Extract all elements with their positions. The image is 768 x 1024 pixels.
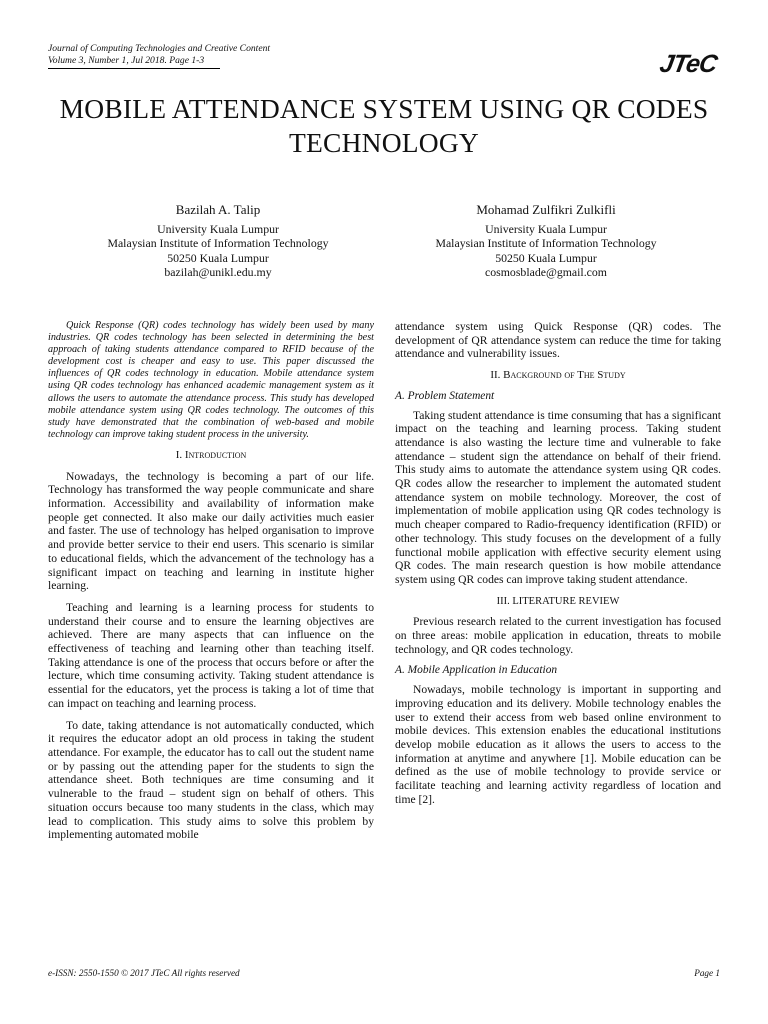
- section-heading-introduction: I. Introduction: [175, 448, 247, 461]
- author-affiliation: University Kuala Lumpur: [157, 221, 279, 236]
- journal-header: [48, 43, 270, 69]
- background-paragraph: Taking student attendance is time consuming that has a significant impact on the teaching and learning process. Taking student attendance is also wasting the lecture time and vulnerable to fake attendance – student sign the attendance on behalf of their friend. This study aims to automate the attendance system using QR codes. QR codes allow the researcher to implement the automated student attendance system on mobile technology. Moreover, the cost of implementation of mobile application using QR codes technology is much cheaper compared to Radio-frequency identification (RFID) or other technology. This study focuses on the development of a fully functional mobile application with effective security element using QR codes. The main research question is how mobile attendance system using QR codes can improve taking student attendance.: [395, 408, 721, 586]
- footer-page-number: Page 1: [694, 968, 720, 978]
- author-affiliation: University Kuala Lumpur: [485, 221, 607, 236]
- literature-paragraph: Previous research related to the current investigation has focused on three areas: mobile application in education, threats to mobile technology, and QR codes technology.: [395, 615, 721, 656]
- intro-paragraph-3: To date, taking attendance is not automatically conducted, which it requires the educator adopt an old process in taking the student attendance. For example, the educator has to call out the student name or by passing out the attending paper for the students to sign the attendance sheet. Both techniques are time consuming and it vulnerable to the fraud – student sign on behalf of others. This situation occurs because too many students in the class, which may lead to complication. This study aims to solve this problem by implementing automated mobile: [48, 718, 374, 842]
- subsection-heading-mobile-education: A. Mobile Application in Education: [395, 664, 558, 677]
- author-name: Mohamad Zulfikri Zulkifli: [476, 202, 616, 217]
- author-block-1: [68, 203, 368, 280]
- journal-name: Journal of Computing Technologies and Creative Content: [48, 43, 271, 54]
- author-email: cosmosblade@gmail.com: [485, 265, 607, 279]
- author-institute: Malaysian Institute of Information Technology: [107, 236, 329, 250]
- paper-title: MOBILE ATTENDANCE SYSTEM USING QR CODES TECHNOLOGY: [59, 93, 709, 158]
- journal-volume: Volume 3, Number 1, Jul 2018. Page 1-3: [48, 55, 220, 69]
- author-name: Bazilah A. Talip: [175, 202, 261, 217]
- author-email: bazilah@unikl.edu.my: [164, 265, 272, 279]
- journal-logo: [657, 50, 719, 79]
- literature-paragraph-2: Nowadays, mobile technology is important in supporting and improving education and its delivery. Mobile technology enables the user to extend their access from web based online environment to mobile devices. This extension enables the educational institutions develop mobile education as it allows the users to access to the information at anytime and anywhere [1]. Mobile education can be defined as the use of mobile technology to provide service or facilitate teaching and learning activity regardless of location and time [2].: [395, 683, 721, 806]
- intro-paragraph-1: Nowadays, the technology is becoming a part of our life. Technology has transformed the way people communicate and share information. Accessibility and availability of information make people get connected. It also make our daily activities much easier and faster. The use of technology has helped organisation to improve and provide better service to their end users. This scenario is similar to educational fields, which the advancement of the technology has a significant impact on teaching and learning in institute higher learning.: [48, 469, 374, 593]
- right-column: [395, 320, 721, 815]
- section-heading-background: II. Background of The Study: [490, 369, 626, 382]
- logo-text: JTeC: [657, 50, 719, 78]
- intro-continuation: attendance system using Quick Response (QR) codes. The development of QR attendance system can reduce the time for taking attendance and vulnerability issues.: [395, 320, 721, 361]
- section-heading-literature: III. LITERATURE REVIEW: [496, 595, 620, 607]
- author-address: 50250 Kuala Lumpur: [495, 250, 597, 265]
- left-column: [48, 320, 374, 850]
- footer-copyright: e-ISSN: 2550-1550 © 2017 JTeC All rights reserved: [48, 968, 240, 978]
- author-block-2: [396, 203, 696, 280]
- author-address: 50250 Kuala Lumpur: [167, 250, 269, 265]
- subsection-heading-problem: A. Problem Statement: [395, 389, 495, 402]
- abstract: Quick Response (QR) codes technology has widely been used by many industries. QR codes technology has been selected in determining the best approach of taking students attendance compared to RFID because of the development cost is cheaper and easy to use. This paper discussed the influences of QR codes technology in education. Mobile attendance system using QR codes technology has enhanced academic management system as it allows the users to automate the attendance process. This study has developed mobile attendance system using QR codes technology. The outcomes of this study have demonstrated that the combination of web-based and mobile technology can improve taking student process in the university.: [48, 320, 374, 440]
- author-institute: Malaysian Institute of Information Technology: [435, 236, 657, 250]
- intro-paragraph-2: Teaching and learning is a learning process for students to understand their course and to ensure the learning objectives are achieved. There are many aspects that can influence on the effectiveness of teaching and learning other than teaching itself. Taking attendance is one of the process that occurs before or after the lecture, which time consuming activity. Taking student attendance is essential for the educators, yet the process is taking a lot of time that can impact on teaching and learning process.: [48, 600, 374, 710]
